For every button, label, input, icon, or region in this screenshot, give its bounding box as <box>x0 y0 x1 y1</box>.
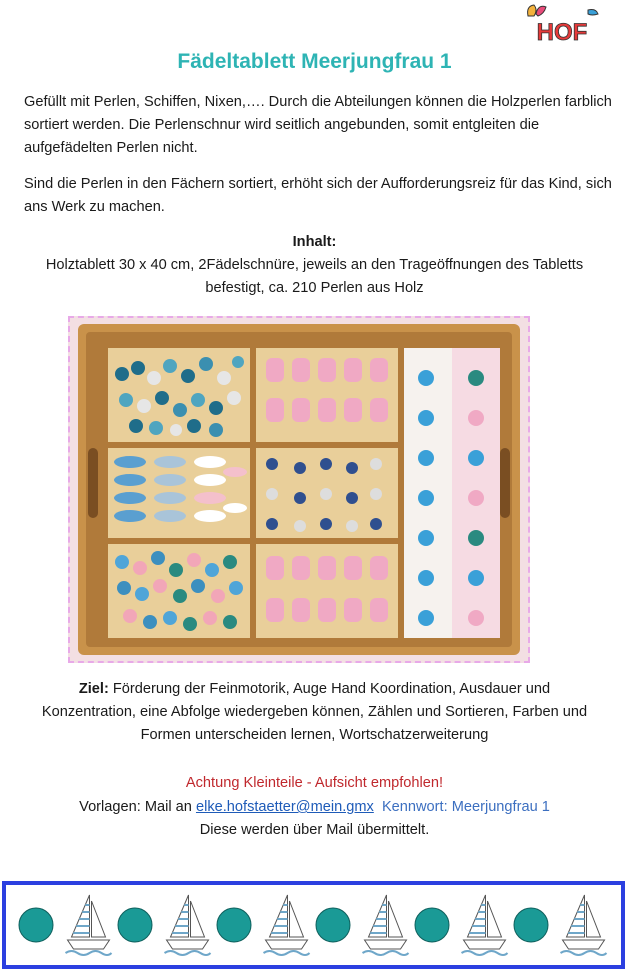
ziel-body: Förderung der Feinmotorik, Auge Hand Koordination, Ausdauer und Konzentration, eine Abfolge wiedergeben können, Zählen und Sortieren, Farben und Formen unterscheiden lernen, Wortschatzerweiterung <box>41 681 588 743</box>
logo-text: HOF <box>536 19 588 46</box>
kennwort-text: Kennwort: Meerjungfrau 1 <box>381 799 550 815</box>
ziel-label: Ziel: <box>78 681 109 697</box>
second-paragraph: Sind die Perlen in den Fächern sortiert, erhöht sich der Aufforderungsreiz für das Kind, sich ans Werk zu machen. <box>24 176 612 215</box>
warning-text: Achtung Kleinteile - Aufsicht empfohlen! <box>185 775 444 791</box>
wooden-tray-illustration <box>70 318 528 661</box>
vorlagen-prefix: Vorlagen: Mail an <box>79 799 196 815</box>
inhalt-heading: Inhalt: <box>292 234 337 250</box>
ziel-text <box>40 678 589 747</box>
pattern-circle <box>415 908 449 942</box>
sent-note: Diese werden über Mail übermittelt. <box>199 822 430 838</box>
sailboat-icon <box>363 895 409 955</box>
pattern-circle <box>217 908 251 942</box>
pattern-circle <box>19 908 53 942</box>
vorlagen-line <box>0 796 629 819</box>
email-link[interactable]: elke.hofstaetter@mein.gmx <box>195 799 374 815</box>
pattern-strip-graphic <box>6 885 621 965</box>
sailboat-icon <box>165 895 211 955</box>
inhalt-text: Holztablett 30 x 40 cm, 2Fädelschnüre, jeweils an den Trageöffnungen des Tabletts befestigt, ca. 210 Perlen aus Holz <box>45 257 584 296</box>
sailboat-icon <box>264 895 310 955</box>
pattern-circle <box>316 908 350 942</box>
sailboat-icon <box>66 895 112 955</box>
pattern-circle <box>118 908 152 942</box>
intro-paragraph: Gefüllt mit Perlen, Schiffen, Nixen,…. Durch die Abteilungen können die Holzperlen farblich sortiert werden. Die Perlenschnur wird seitlich angebunden, somit entgleiten die aufgefädelten Perlen nicht. <box>24 94 612 156</box>
product-photo <box>68 316 530 663</box>
sailboat-icon <box>561 895 607 955</box>
page-title: Fädeltablett Meerjungfrau 1 <box>177 50 452 73</box>
pattern-circle <box>514 908 548 942</box>
pattern-strip <box>2 881 625 969</box>
hof-logo <box>522 2 602 46</box>
sailboat-icon <box>462 895 508 955</box>
